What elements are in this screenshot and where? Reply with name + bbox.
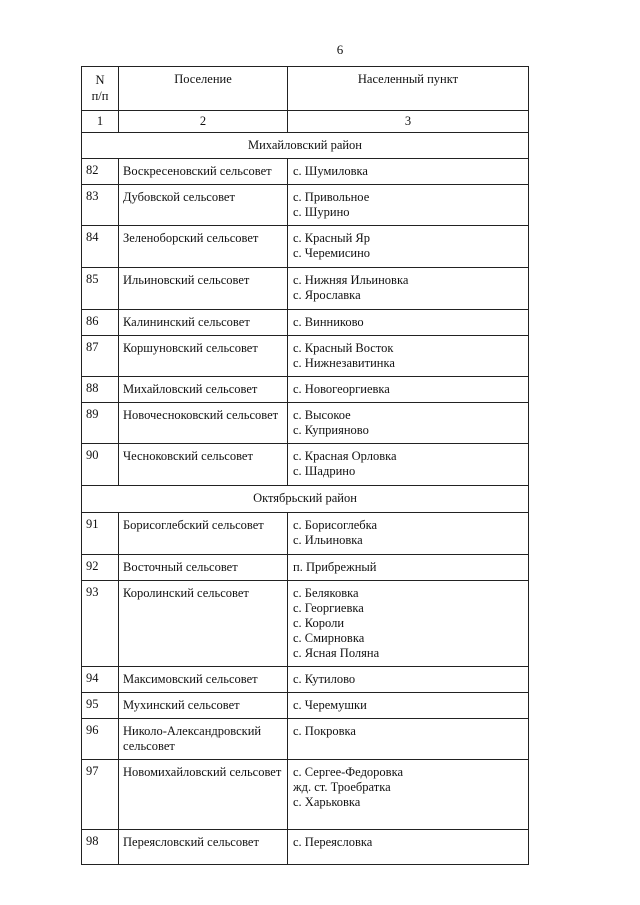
locality-name: с. Шурино	[293, 205, 350, 219]
row-number: 87	[82, 336, 119, 377]
header-number	[82, 67, 119, 111]
locality-cell	[288, 719, 529, 760]
section-row	[82, 486, 529, 513]
row-number: 98	[82, 830, 119, 865]
locality-cell	[288, 185, 529, 226]
locality-name: с. Черемушки	[293, 698, 367, 712]
locality-name: с. Красная Орловка	[293, 449, 397, 463]
table-row	[82, 581, 529, 667]
locality-name: с. Шумиловка	[293, 164, 368, 178]
table-row	[82, 185, 529, 226]
locality-name: с. Ясная Поляна	[293, 646, 380, 660]
section-title: Октябрьский район	[82, 486, 529, 513]
row-number: 85	[82, 268, 119, 310]
table-row	[82, 760, 529, 830]
locality-name: с. Нижняя Ильиновка	[293, 273, 409, 287]
locality-name: с. Кутилово	[293, 672, 356, 686]
locality-cell	[288, 667, 529, 693]
locality-cell	[288, 310, 529, 336]
header-settlement: Поселение	[119, 67, 288, 111]
locality-name: с. Ильиновка	[293, 533, 363, 547]
locality-cell	[288, 555, 529, 581]
locality-cell	[288, 513, 529, 555]
locality-name: с. Короли	[293, 616, 345, 630]
table-row	[82, 693, 529, 719]
table-row	[82, 830, 529, 865]
settlement-name: Коршуновский сельсовет	[119, 336, 288, 377]
settlement-name: Зеленоборский сельсовет	[119, 226, 288, 268]
locality-name: с. Нижнезавитинка	[293, 356, 395, 370]
table-body	[82, 133, 529, 865]
header-number-label: N п/п	[91, 73, 109, 103]
locality-cell	[288, 377, 529, 403]
locality-name: с. Харьковка	[293, 795, 361, 809]
row-number: 88	[82, 377, 119, 403]
locality-name: с. Шадрино	[293, 464, 356, 478]
row-number: 92	[82, 555, 119, 581]
locality-name: п. Прибрежный	[293, 560, 377, 574]
row-number: 94	[82, 667, 119, 693]
locality-cell	[288, 336, 529, 377]
row-number: 96	[82, 719, 119, 760]
locality-name: с. Высокое	[293, 408, 351, 422]
settlement-name: Переясловский сельсовет	[119, 830, 288, 865]
table-row	[82, 268, 529, 310]
table-row	[82, 159, 529, 185]
table-row	[82, 555, 529, 581]
row-number: 97	[82, 760, 119, 830]
header-locality: Населенный пункт	[288, 67, 529, 111]
locality-name: с. Красный Восток	[293, 341, 394, 355]
locality-name: с. Переясловка	[293, 835, 373, 849]
row-number: 95	[82, 693, 119, 719]
row-number: 86	[82, 310, 119, 336]
table-row	[82, 403, 529, 444]
row-number: 90	[82, 444, 119, 486]
table-row	[82, 336, 529, 377]
settlement-name: Николо-Александровский сельсовет	[119, 719, 288, 760]
locality-name: с. Винниково	[293, 315, 364, 329]
locality-name: с. Ярославка	[293, 288, 361, 302]
locality-cell	[288, 403, 529, 444]
locality-cell	[288, 693, 529, 719]
row-number: 91	[82, 513, 119, 555]
table-row	[82, 310, 529, 336]
settlement-name: Чесноковский сельсовет	[119, 444, 288, 486]
settlement-name: Максимовский сельсовет	[119, 667, 288, 693]
row-number: 93	[82, 581, 119, 667]
locality-name: с. Сергее-Федоровка	[293, 765, 404, 779]
locality-cell	[288, 226, 529, 268]
locality-cell	[288, 444, 529, 486]
column-index-row	[82, 111, 529, 133]
row-number: 83	[82, 185, 119, 226]
settlement-name: Борисоглебский сельсовет	[119, 513, 288, 555]
column-index: 3	[288, 111, 529, 133]
settlement-name: Дубовской сельсовет	[119, 185, 288, 226]
locality-cell	[288, 760, 529, 830]
settlement-name: Михайловский сельсовет	[119, 377, 288, 403]
page-number: 6	[336, 42, 344, 57]
locality-name: с. Новогеоргиевка	[293, 382, 390, 396]
settlement-name: Мухинский сельсовет	[119, 693, 288, 719]
column-index: 1	[82, 111, 119, 133]
locality-cell	[288, 268, 529, 310]
row-number: 82	[82, 159, 119, 185]
locality-name: с. Борисоглебка	[293, 518, 378, 532]
locality-name: с. Привольное	[293, 190, 370, 204]
locality-name: с. Куприяново	[293, 423, 369, 437]
locality-name: с. Смирновка	[293, 631, 365, 645]
table-row	[82, 667, 529, 693]
table-row	[82, 719, 529, 760]
locality-name: с. Беляковка	[293, 586, 359, 600]
table-row	[82, 377, 529, 403]
table-header-row	[82, 67, 529, 111]
row-number: 89	[82, 403, 119, 444]
row-number: 84	[82, 226, 119, 268]
locality-name: жд. ст. Троебратка	[293, 780, 391, 794]
settlement-name: Королинский сельсовет	[119, 581, 288, 667]
locality-cell	[288, 159, 529, 185]
settlement-name: Восточный сельсовет	[119, 555, 288, 581]
settlement-name: Воскресеновский сельсовет	[119, 159, 288, 185]
table-row	[82, 513, 529, 555]
settlement-name: Новочесноковский сельсовет	[119, 403, 288, 444]
settlement-name: Новомихайловский сельсовет	[119, 760, 288, 830]
settlement-name: Ильиновский сельсовет	[119, 268, 288, 310]
table-row	[82, 226, 529, 268]
locality-cell	[288, 581, 529, 667]
locality-name: с. Георгиевка	[293, 601, 364, 615]
table-row	[82, 444, 529, 486]
settlements-table	[81, 66, 529, 865]
section-row	[82, 133, 529, 159]
locality-name: с. Покровка	[293, 724, 356, 738]
section-title: Михайловский район	[82, 133, 529, 159]
settlement-name: Калининский сельсовет	[119, 310, 288, 336]
locality-name: с. Черемисино	[293, 246, 371, 260]
locality-cell	[288, 830, 529, 865]
locality-name: с. Красный Яр	[293, 231, 370, 245]
column-index: 2	[119, 111, 288, 133]
